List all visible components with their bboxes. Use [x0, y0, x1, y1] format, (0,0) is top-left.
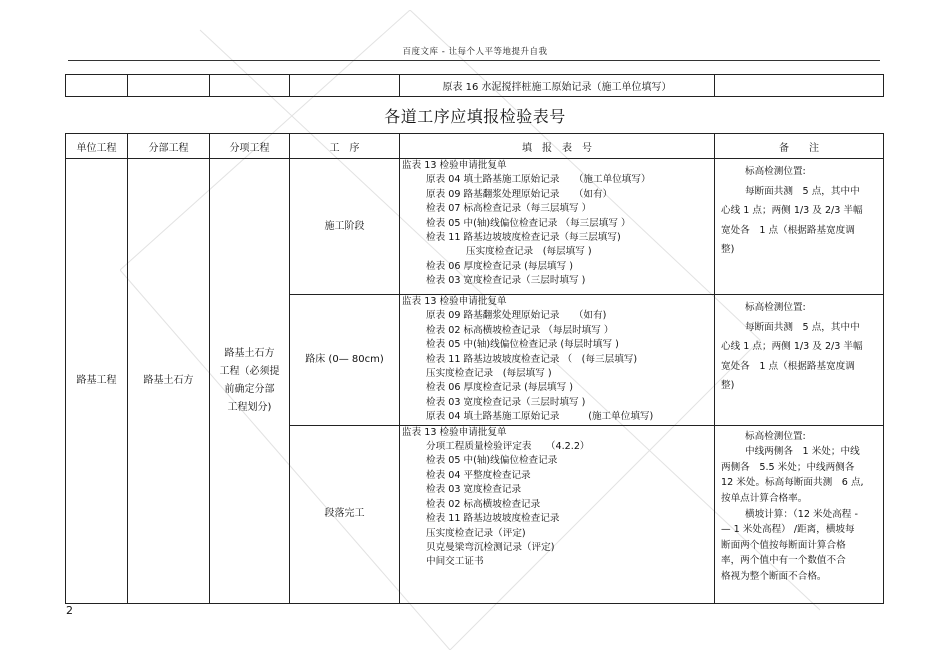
form-line: 检表 07 标高检查记录（每三层填写 ）	[426, 203, 592, 215]
column-header-process: 工 序	[290, 134, 400, 159]
item-line: 工程（必须提	[219, 365, 280, 377]
inspection-form-table	[65, 133, 884, 604]
form-line: 检表 06 厚度检查记录 (每层填写 )	[426, 382, 574, 394]
form-line: 原表 04 填土路基施工原始记录 （施工单位填写）	[426, 174, 651, 186]
unit-project-cell: 路基工程	[66, 159, 128, 604]
remark-line: — 1 米处高程） /距离，横坡每	[721, 524, 855, 536]
form-line: 检表 05 中(轴)线偏位检查记录	[426, 455, 558, 467]
division-project-cell: 路基土石方	[128, 159, 210, 604]
remark-line: 中线两侧各 1 米处；中线	[745, 446, 860, 458]
remarks-cell	[715, 159, 884, 295]
form-line: 检表 05 中(轴)线偏位检查记录 （每三层填写 ）	[426, 217, 631, 229]
remark-line: 每断面共测 5 点，其中中	[745, 185, 860, 197]
remark-line: 格视为整个断面不合格。	[721, 571, 827, 582]
form-line: 压实度检查记录 (每层填写 )	[466, 246, 592, 258]
form-line: 监表 13 检验申请批复单	[402, 426, 507, 438]
form-line: 压实度检查记录 (每层填写 )	[426, 368, 552, 380]
column-header-unit: 单位工程	[66, 134, 128, 159]
column-header-forms: 填 报 表 号	[400, 134, 715, 159]
column-header-division: 分部工程	[128, 134, 210, 159]
remark-line: 整)	[721, 244, 735, 256]
process-cell: 路床 (0— 80cm)	[290, 295, 400, 426]
form-line: 监表 13 检验申请批复单	[402, 296, 507, 307]
remarks-cell	[715, 295, 884, 426]
page-title: 各道工序应填报检验表号	[384, 107, 566, 126]
process-cell: 段落完工	[290, 425, 400, 603]
column-header-item: 分项工程	[210, 134, 290, 159]
table-row-construction-stage	[66, 159, 884, 295]
remark-line: 按单点计算合格率。	[721, 493, 808, 505]
page-number: 2	[66, 604, 73, 617]
form-line: 检表 04 平整度检查记录	[426, 469, 531, 481]
form-line: 原表 09 路基翻浆处理原始记录 （如有）	[426, 188, 613, 200]
form-line: 检表 02 标高横坡检查记录	[426, 498, 541, 510]
form-line: 原表 04 填土路基施工原始记录 (施工单位填写)	[426, 411, 654, 423]
form-line: 分项工程质量检验评定表 （4.2.2）	[426, 441, 590, 453]
remark-line: 标高检测位置:	[745, 166, 806, 177]
item-line: 工程划分)	[227, 401, 272, 413]
item-line: 前确定分部	[224, 383, 275, 395]
form-line: 中间交工证书	[426, 556, 484, 568]
form-line: 检表 05 中(轴)线偏位检查记录 (每层时填写 )	[426, 339, 619, 351]
remark-line: 宽处各 1 点（根据路基宽度调	[721, 224, 855, 236]
remark-line: 12 米处。标高每断面共测 6 点,	[721, 477, 864, 489]
remark-line: 断面两个值按每断面计算合格	[721, 539, 846, 551]
remark-line: 宽处各 1 点（根据路基宽度调	[721, 360, 855, 372]
item-line: 路基土石方	[224, 347, 275, 359]
remark-line: 心线 1 点；两侧 1/3 及 2/3 半幅	[721, 341, 863, 353]
form-line: 检表 02 标高横坡检查记录 （每层时填写 ）	[426, 324, 614, 336]
forms-cell	[400, 295, 715, 426]
form-line: 原表 09 路基翻浆处理原始记录 （如有)	[426, 310, 607, 322]
form-line: 压实度检查记录（评定)	[426, 527, 526, 539]
form-line: 检表 03 宽度检查记录（三层时填写 )	[426, 396, 586, 408]
column-header-remarks: 备 注	[715, 134, 884, 159]
remark-line: 标高检测位置:	[745, 430, 806, 442]
remark-line: 标高检测位置:	[745, 302, 806, 313]
remark-line: 率，两个值中有一个数值不合	[721, 555, 846, 567]
remark-line: 心线 1 点；两侧 1/3 及 2/3 半幅	[721, 205, 863, 217]
remark-line: 整)	[721, 380, 735, 392]
form-line: 监表 13 检验申请批复单	[402, 160, 507, 171]
form-line: 检表 11 路基边坡坡度检查记录（每三层填写)	[426, 232, 621, 244]
remark-line: 每断面共测 5 点，其中中	[745, 321, 860, 333]
forms-cell	[400, 425, 715, 603]
form-line: 检表 06 厚度检查记录 (每层填写 )	[426, 260, 574, 272]
process-cell: 施工阶段	[290, 159, 400, 295]
form-line: 检表 03 宽度检查记录（三层时填写 )	[426, 275, 586, 287]
continuation-form-cell: 原表 16 水泥搅拌桩施工原始记录（施工单位填写）	[400, 75, 715, 97]
item-project-cell	[210, 159, 290, 604]
form-line: 检表 03 宽度检查记录	[426, 484, 522, 496]
form-line: 贝克曼梁弯沉检测记录（评定)	[426, 541, 555, 553]
remark-line: 横坡计算：（12 米处高程 -	[745, 508, 858, 520]
form-line: 检表 11 路基边坡坡度检查记录	[426, 513, 560, 525]
header-rule	[68, 60, 880, 61]
table-header-row	[66, 134, 884, 159]
remarks-cell	[715, 425, 884, 603]
forms-cell	[400, 159, 715, 295]
continuation-table	[65, 74, 884, 97]
page-header: 百度文库 - 让每个人平等地提升自我	[402, 47, 548, 57]
remark-line: 两侧各 5.5 米处；中线两侧各	[721, 461, 855, 473]
continuation-row	[66, 75, 884, 97]
form-line: 检表 11 路基边坡坡度检查记录 （ (每三层填写)	[426, 353, 638, 365]
